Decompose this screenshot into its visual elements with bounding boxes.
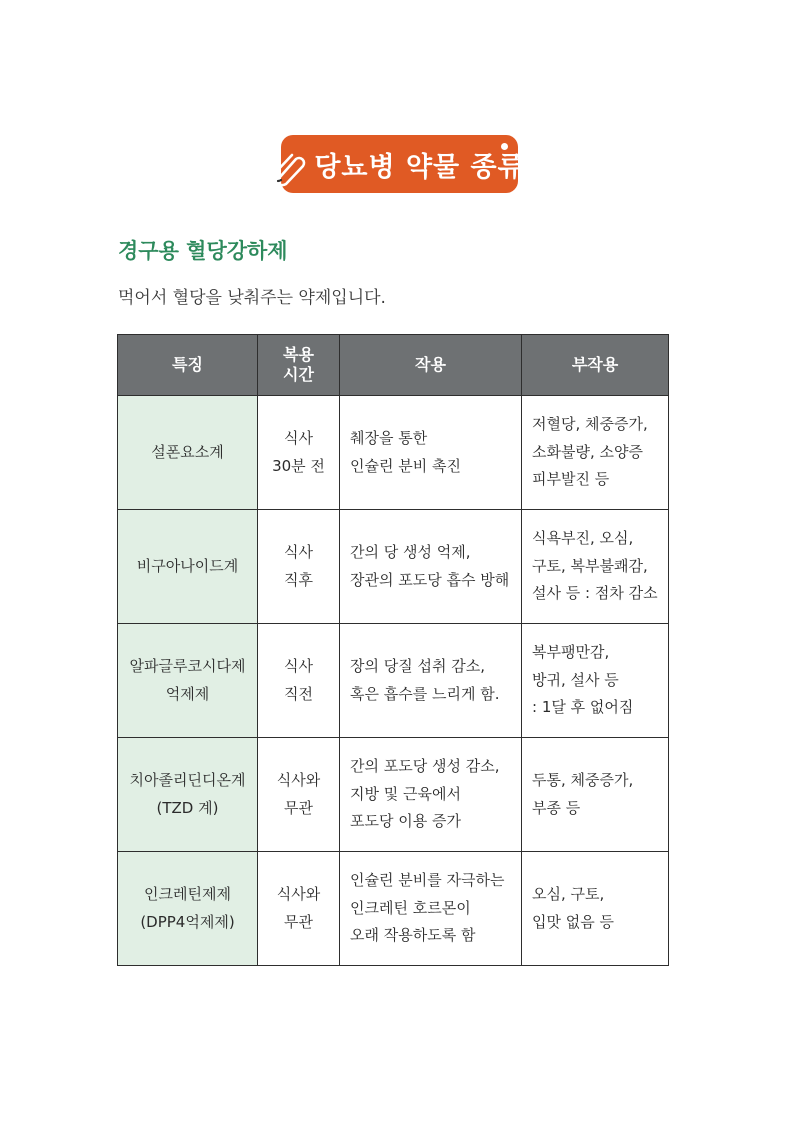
table-row — [118, 396, 669, 510]
feature-line: 알파글루코시다제 — [129, 656, 246, 675]
side-effects-line: 오심, 구토, — [532, 884, 605, 903]
action-line: 인크레틴 호르몬이 — [350, 898, 471, 917]
time-line: 식사 — [284, 656, 313, 675]
time-line: 식사와 — [276, 884, 321, 903]
feature-cell — [118, 396, 258, 510]
header-action — [340, 335, 522, 396]
time-line: 무관 — [284, 912, 313, 931]
feature-cell — [118, 852, 258, 966]
side-effects-cell — [522, 852, 669, 966]
table-row — [118, 852, 669, 966]
side-effects-line: 저혈당, 체중증가, — [532, 414, 648, 433]
header-time-line: 시간 — [283, 365, 314, 384]
side-effects-line: 부종 등 — [532, 798, 581, 817]
action-cell — [340, 852, 522, 966]
time-cell — [258, 396, 340, 510]
action-line: 혹은 흡수를 느리게 함. — [350, 684, 500, 703]
action-line: 인슐린 분비를 자극하는 — [350, 870, 505, 889]
action-line: 장관의 포도당 흡수 방해 — [350, 570, 510, 589]
side-effects-line: 식욕부진, 오심, — [532, 528, 634, 547]
table-row — [118, 510, 669, 624]
title-banner — [281, 135, 525, 193]
header-side-effects — [522, 335, 669, 396]
side-effects-cell — [522, 396, 669, 510]
feature-line: 치아졸리딘디온계 — [129, 770, 246, 789]
time-line: 식사와 — [276, 770, 321, 789]
side-effects-cell — [522, 624, 669, 738]
feature-line: 인크레틴제제 — [144, 884, 231, 903]
action-cell — [340, 738, 522, 852]
action-line: 장의 당질 섭취 감소, — [350, 656, 485, 675]
medication-table — [117, 334, 669, 966]
side-effects-line: 복부팽만감, — [532, 642, 610, 661]
section-description: 먹어서 혈당을 낮춰주는 약제입니다. — [118, 288, 386, 308]
header-feature-line: 특징 — [172, 355, 203, 374]
action-cell — [340, 510, 522, 624]
side-effects-cell — [522, 510, 669, 624]
time-cell — [258, 624, 340, 738]
time-cell — [258, 738, 340, 852]
time-line: 직후 — [284, 570, 313, 589]
side-effects-line: 피부발진 등 — [532, 470, 610, 489]
header-time-line: 복용 — [283, 345, 314, 364]
banner-dot — [501, 143, 508, 150]
side-effects-line: 구토, 복부불쾌감, — [532, 556, 648, 575]
side-effects-cell — [522, 738, 669, 852]
action-line: 인슐린 분비 촉진 — [350, 456, 461, 475]
feature-line: (DPP4억제제) — [140, 912, 235, 931]
time-cell — [258, 510, 340, 624]
banner-title: 당뇨병 약물 종류 — [314, 151, 525, 183]
side-effects-line: 소화불량, 소양증 — [532, 442, 643, 461]
side-effects-line: : 1달 후 없어짐 — [532, 698, 634, 717]
feature-line: (TZD 계) — [156, 798, 219, 817]
table-row — [118, 624, 669, 738]
side-effects-line: 두통, 체중증가, — [532, 770, 634, 789]
header-action-line: 작용 — [415, 355, 446, 374]
time-cell — [258, 852, 340, 966]
time-line: 직전 — [284, 684, 313, 703]
header-feature — [118, 335, 258, 396]
time-line: 식사 — [284, 428, 313, 447]
side-effects-line: 방귀, 설사 등 — [532, 670, 619, 689]
time-line: 무관 — [284, 798, 313, 817]
feature-line: 비구아나이드계 — [136, 556, 239, 575]
section-heading: 경구용 혈당강하제 — [118, 239, 288, 263]
action-line: 지방 및 근육에서 — [350, 784, 461, 803]
feature-cell — [118, 510, 258, 624]
side-effects-line: 설사 등 : 점차 감소 — [532, 584, 658, 603]
action-line: 포도당 이용 증가 — [350, 812, 461, 831]
action-line: 오래 작용하도록 함 — [350, 926, 476, 945]
time-line: 식사 — [284, 542, 313, 561]
action-cell — [340, 396, 522, 510]
action-line: 간의 포도당 생성 감소, — [350, 756, 500, 775]
side-effects-line: 입맛 없음 등 — [532, 912, 614, 931]
action-cell — [340, 624, 522, 738]
table-body — [118, 396, 669, 966]
table-header-row — [118, 335, 669, 396]
paperclip-icon — [270, 147, 310, 187]
table-row — [118, 738, 669, 852]
feature-cell — [118, 624, 258, 738]
action-line: 간의 당 생성 억제, — [350, 542, 471, 561]
feature-line: 억제제 — [165, 684, 210, 703]
header-time — [258, 335, 340, 396]
action-line: 췌장을 통한 — [350, 428, 428, 447]
feature-line: 설폰요소계 — [151, 442, 224, 461]
header-side-effects-line: 부작용 — [571, 355, 619, 374]
feature-cell — [118, 738, 258, 852]
time-line: 30분 전 — [272, 456, 325, 475]
